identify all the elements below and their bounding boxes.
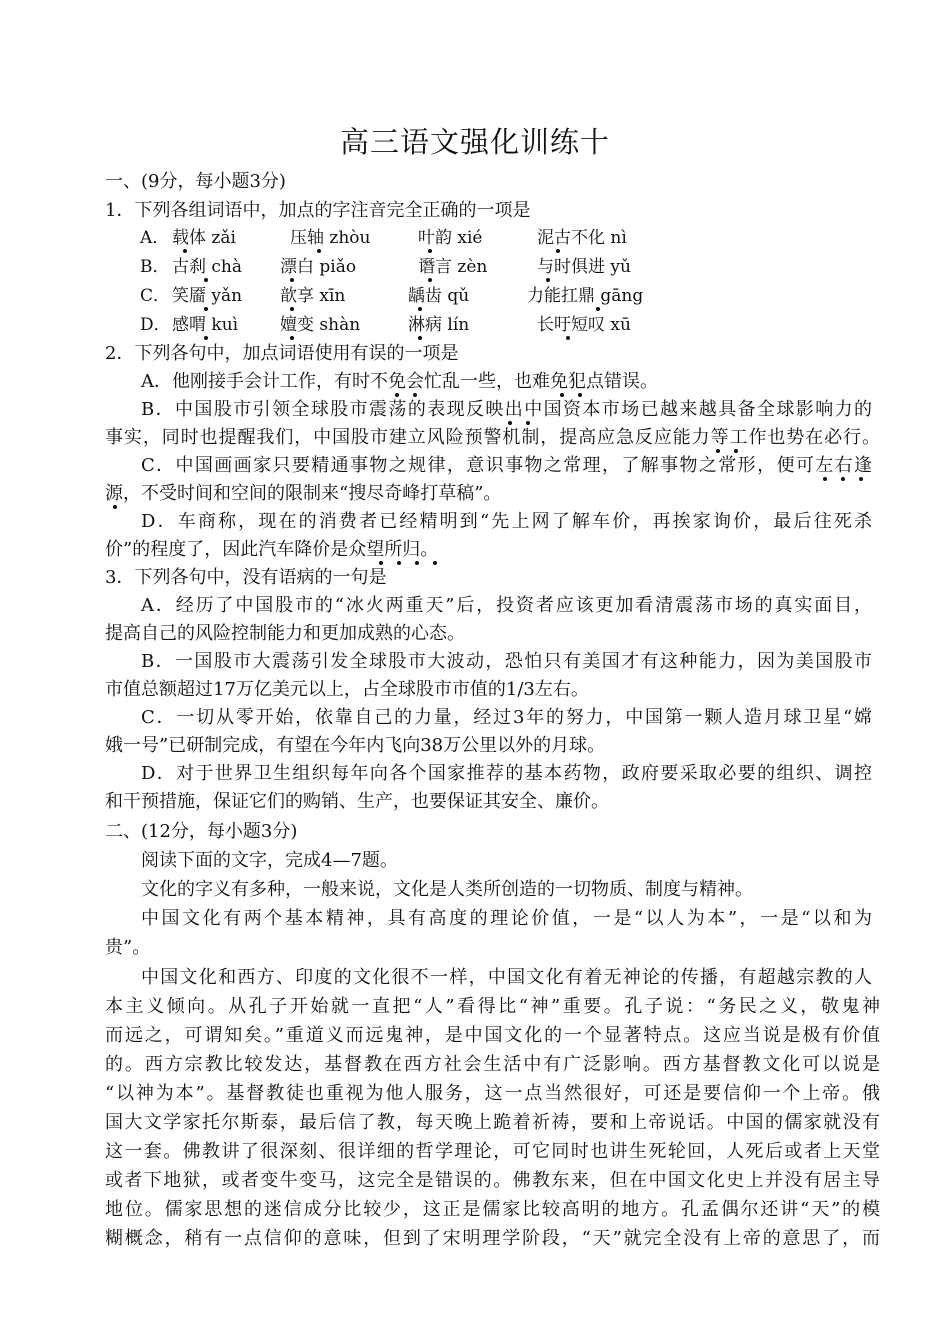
emphasis-dot xyxy=(290,307,294,311)
emphasis-dot xyxy=(578,393,582,397)
option-item: 歆享 xīn xyxy=(280,286,346,306)
emphasis-dot xyxy=(413,393,417,397)
emphasis-dot xyxy=(290,278,294,282)
passage-line: 阅读下面的文字，完成4—7题。 xyxy=(141,850,398,871)
emphasis-dot xyxy=(841,477,845,481)
option-item: 叶韵 xié xyxy=(418,228,483,248)
passage-line: 文化的字义有多种，一般来说，文化是人类所创造的一切物质、制度与精神。 xyxy=(141,879,753,900)
passage-line: 贵”。 xyxy=(105,937,151,958)
option-item: 龋齿 qǔ xyxy=(408,286,470,306)
passage-line: 中国文化有两个基本精神，具有高度的理论价值，一是“以人为本”，一是“以和为 xyxy=(141,908,872,929)
question-3-line: A．经历了中国股市的“冰火两重天”后，投资者应该更加看清震荡市场的真实面目， xyxy=(141,595,872,616)
option-item: 力能扛鼎 gāng xyxy=(527,286,644,306)
passage-line: “以神为本”。基督教徒也重视为他人服务，这一点当然很好，可还是要信仰一个上帝。俄 xyxy=(105,1083,880,1104)
option-item: 谮言 zèn xyxy=(418,257,488,277)
question-2-line: D．车商称，现在的消费者已经精明到“先上网了解车价，再挨家询价，最后往死杀 xyxy=(141,511,872,532)
option-item: 感喟 kuì xyxy=(172,315,239,335)
passage-line: 中国文化和西方、印度的文化很不一样，中国文化有着无神论的传播，有超越宗教的人 xyxy=(141,967,872,988)
emphasis-dot xyxy=(716,449,720,453)
emphasis-dot xyxy=(734,449,738,453)
emphasis-dot xyxy=(560,393,564,397)
emphasis-dot xyxy=(113,505,117,509)
question-2-line: 价”的程度了，因此汽车降价是众望所归。 xyxy=(105,539,439,560)
passage-line: 地位。儒家思想的迷信成分比较少，这正是儒家比较高明的地方。孔孟偶尔还讲“天”的模 xyxy=(105,1199,880,1220)
emphasis-dot xyxy=(418,307,422,311)
question-3-line: B．一国股市大震荡引发全球股市大波动，恐怕只有美国才有这种能力，因为美国股市 xyxy=(141,651,872,672)
emphasis-dot xyxy=(556,249,560,253)
emphasis-dot xyxy=(428,249,432,253)
question-3-stem: 3．下列各句中，没有语病的一句是 xyxy=(105,567,387,588)
emphasis-dot xyxy=(859,477,863,481)
emphasis-dot xyxy=(317,249,321,253)
option-item: 漂白 piǎo xyxy=(280,257,357,277)
emphasis-dot xyxy=(546,278,550,282)
option-item: 压轴 zhòu xyxy=(290,228,371,248)
passage-line: 的。西方宗教比较发达，基督教在西方社会生活中有广泛影响。西方基督教文化可以说是 xyxy=(105,1054,880,1075)
option-item: 笑靥 yǎn xyxy=(172,286,243,306)
emphasis-dot xyxy=(508,421,512,425)
passage-line: 国大文学家托尔斯泰，最后信了教，每天晚上跪着祈祷，要和上帝说话。中国的儒家就没有 xyxy=(105,1112,880,1133)
option-key: B． xyxy=(140,257,170,277)
question-3-line: 娥一号”已研制完成，有望在今年内飞向38万公里以外的月球。 xyxy=(105,735,606,756)
emphasis-dot xyxy=(823,477,827,481)
question-2-stem: 2．下列各句中，加点词语使用有误的一项是 xyxy=(105,343,459,364)
passage-line: 而远之，可谓知矣。”重道义而远鬼神，是中国文化的一个显著特点。这应当说是极有价值 xyxy=(105,1025,880,1046)
question-2-line: A．他刚接手会计工作，有时不免会忙乱一些，也难免犯点错误。 xyxy=(141,371,658,392)
option-item: 泥古不化 nì xyxy=(537,228,627,248)
emphasis-dot xyxy=(183,249,187,253)
emphasis-dot xyxy=(204,278,208,282)
page-title: 高三语文强化训练十 xyxy=(339,125,610,159)
question-1-stem: 1．下列各组词语中，加点的字注音完全正确的一项是 xyxy=(105,200,531,221)
passage-line: 或者下地狱，或者变牛变马，这完全是错误的。佛教东来，但在中国文化史上并没有居主导 xyxy=(105,1170,880,1191)
question-3-line: 提高自己的风险控制能力和更加成熟的心态。 xyxy=(105,623,465,644)
option-item: 载体 zǎi xyxy=(172,228,236,248)
question-2-line: C．中国画画家只要精通事物之规律，意识事物之常理，了解事物之常形，便可左右逢 xyxy=(141,455,872,476)
passage-line: 本主义倾向。从孔子开始就一直把“人”看得比“神”重要。孔子说：“务民之义，敬鬼神 xyxy=(105,996,880,1017)
question-2-line: 源，不受时间和空间的限制来“搜尽奇峰打草稿”。 xyxy=(105,483,502,504)
question-3-line: 市值总额超过17万亿美元以上，占全球股市市值的1/3左右。 xyxy=(105,679,589,700)
option-key: C． xyxy=(140,286,171,306)
option-item: 淋病 lín xyxy=(408,315,470,335)
option-item: 与时俱进 yǔ xyxy=(537,257,631,277)
passage-line: 糊概念，稍有一点信仰的意味，但到了宋明理学阶段，“天”就完全没有上帝的意思了，而 xyxy=(105,1228,880,1249)
option-key: D． xyxy=(140,315,171,335)
passage-line: 这一套。佛教讲了很深刻、很详细的哲学理论，可它同时也讲生死轮回，人死后或者上天堂 xyxy=(105,1141,880,1162)
section-heading-1: 一、(9分，每小题3分) xyxy=(105,171,286,192)
option-key: A． xyxy=(140,228,170,248)
question-2-line: B．中国股市引领全球股市震荡的表现反映出中国资本市场已越来越具备全球影响力的 xyxy=(141,399,872,420)
emphasis-dot xyxy=(204,307,208,311)
emphasis-dot xyxy=(596,307,600,311)
question-2-line: 事实，同时也提醒我们，中国股市建立风险预警机制，提高应急反应能力等工作也势在必行。 xyxy=(105,427,880,448)
option-item: 嬗变 shàn xyxy=(280,315,361,335)
emphasis-dot xyxy=(526,421,530,425)
option-item: 古刹 chà xyxy=(172,257,243,277)
emphasis-dot xyxy=(395,393,399,397)
question-3-line: D．对于世界卫生组织每年向各个国家推荐的基本药物，政府要采取必要的组织、调控 xyxy=(141,763,872,784)
option-item: 长吁短叹 xū xyxy=(537,315,631,335)
question-3-line: C．一切从零开始，依靠自己的力量，经过3年的努力，中国第一颗人造月球卫星“嫦 xyxy=(141,707,872,728)
section-heading-2: 二、(12分，每小题3分) xyxy=(105,821,298,842)
question-3-line: 和干预措施，保证它们的购销、生产，也要保证其安全、廉价。 xyxy=(105,791,609,812)
emphasis-dot xyxy=(428,278,432,282)
